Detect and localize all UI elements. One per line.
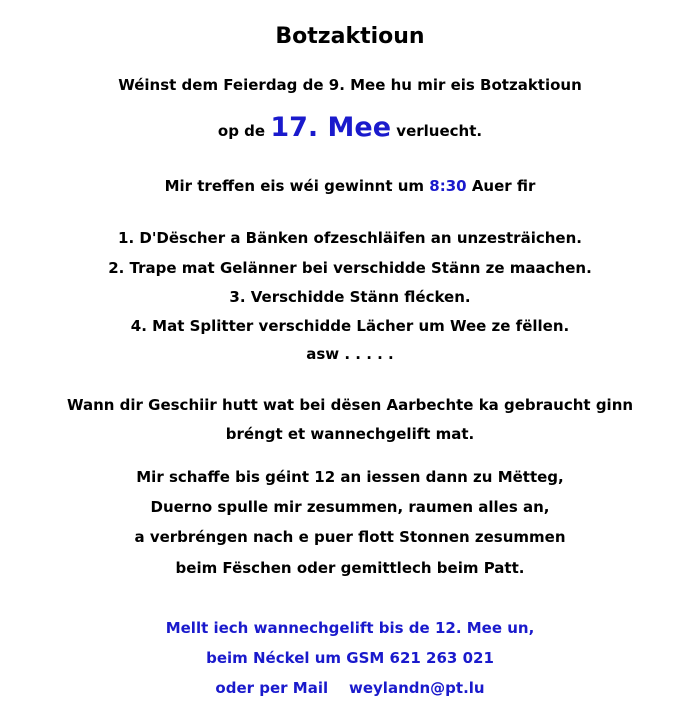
schedule-line: a verbréngen nach e puer flott Stonnen zesummen: [134, 528, 566, 546]
contact-email: oder per Mail weylandn@pt.lu: [215, 679, 485, 697]
schedule-line: Mir schaffe bis géint 12 an iessen dann zu Mëtteg,: [136, 468, 564, 486]
page-title: Botzaktioun: [275, 24, 425, 49]
task-item: 1. D'Dëscher a Bänken ofzeschläifen an unzesträichen.: [118, 229, 582, 247]
intro-line-1: Wéinst dem Feierdag de 9. Mee hu mir eis Botzaktioun: [118, 76, 582, 94]
tools-line-2: bréngt et wannechgelift mat.: [225, 425, 475, 443]
intro-line-2: [0, 114, 700, 141]
tools-line-1: Wann dir Geschiir hutt wat bei dësen Aarbechte ka gebraucht ginn: [66, 396, 634, 414]
intro-line-2-pre: op de: [217, 122, 266, 140]
task-item: 4. Mat Splitter verschidde Lächer um Wee ze fëllen.: [130, 317, 570, 335]
task-item: 2. Trape mat Gelänner bei verschidde Stänn ze maachen.: [108, 259, 592, 277]
intro-line-2-post: verluecht.: [396, 122, 483, 140]
meeting-line: [0, 179, 700, 194]
task-item: 3. Verschidde Stänn flécken.: [229, 288, 471, 306]
contact-phone: beim Néckel um GSM 621 263 021: [206, 649, 494, 667]
schedule-line: Duerno spulle mir zesummen, raumen alles an,: [150, 498, 550, 516]
meeting-time: 8:30: [429, 177, 467, 195]
meeting-post: Auer fir: [471, 177, 536, 195]
event-date: 17. Mee: [270, 112, 392, 143]
meeting-pre: Mir treffen eis wéi gewinnt um: [164, 177, 425, 195]
schedule-line: beim Fëschen oder gemittlech beim Patt.: [175, 559, 525, 577]
task-item-etc: asw . . . . .: [306, 345, 394, 363]
contact-line: Mellt iech wannechgelift bis de 12. Mee un,: [165, 619, 535, 637]
